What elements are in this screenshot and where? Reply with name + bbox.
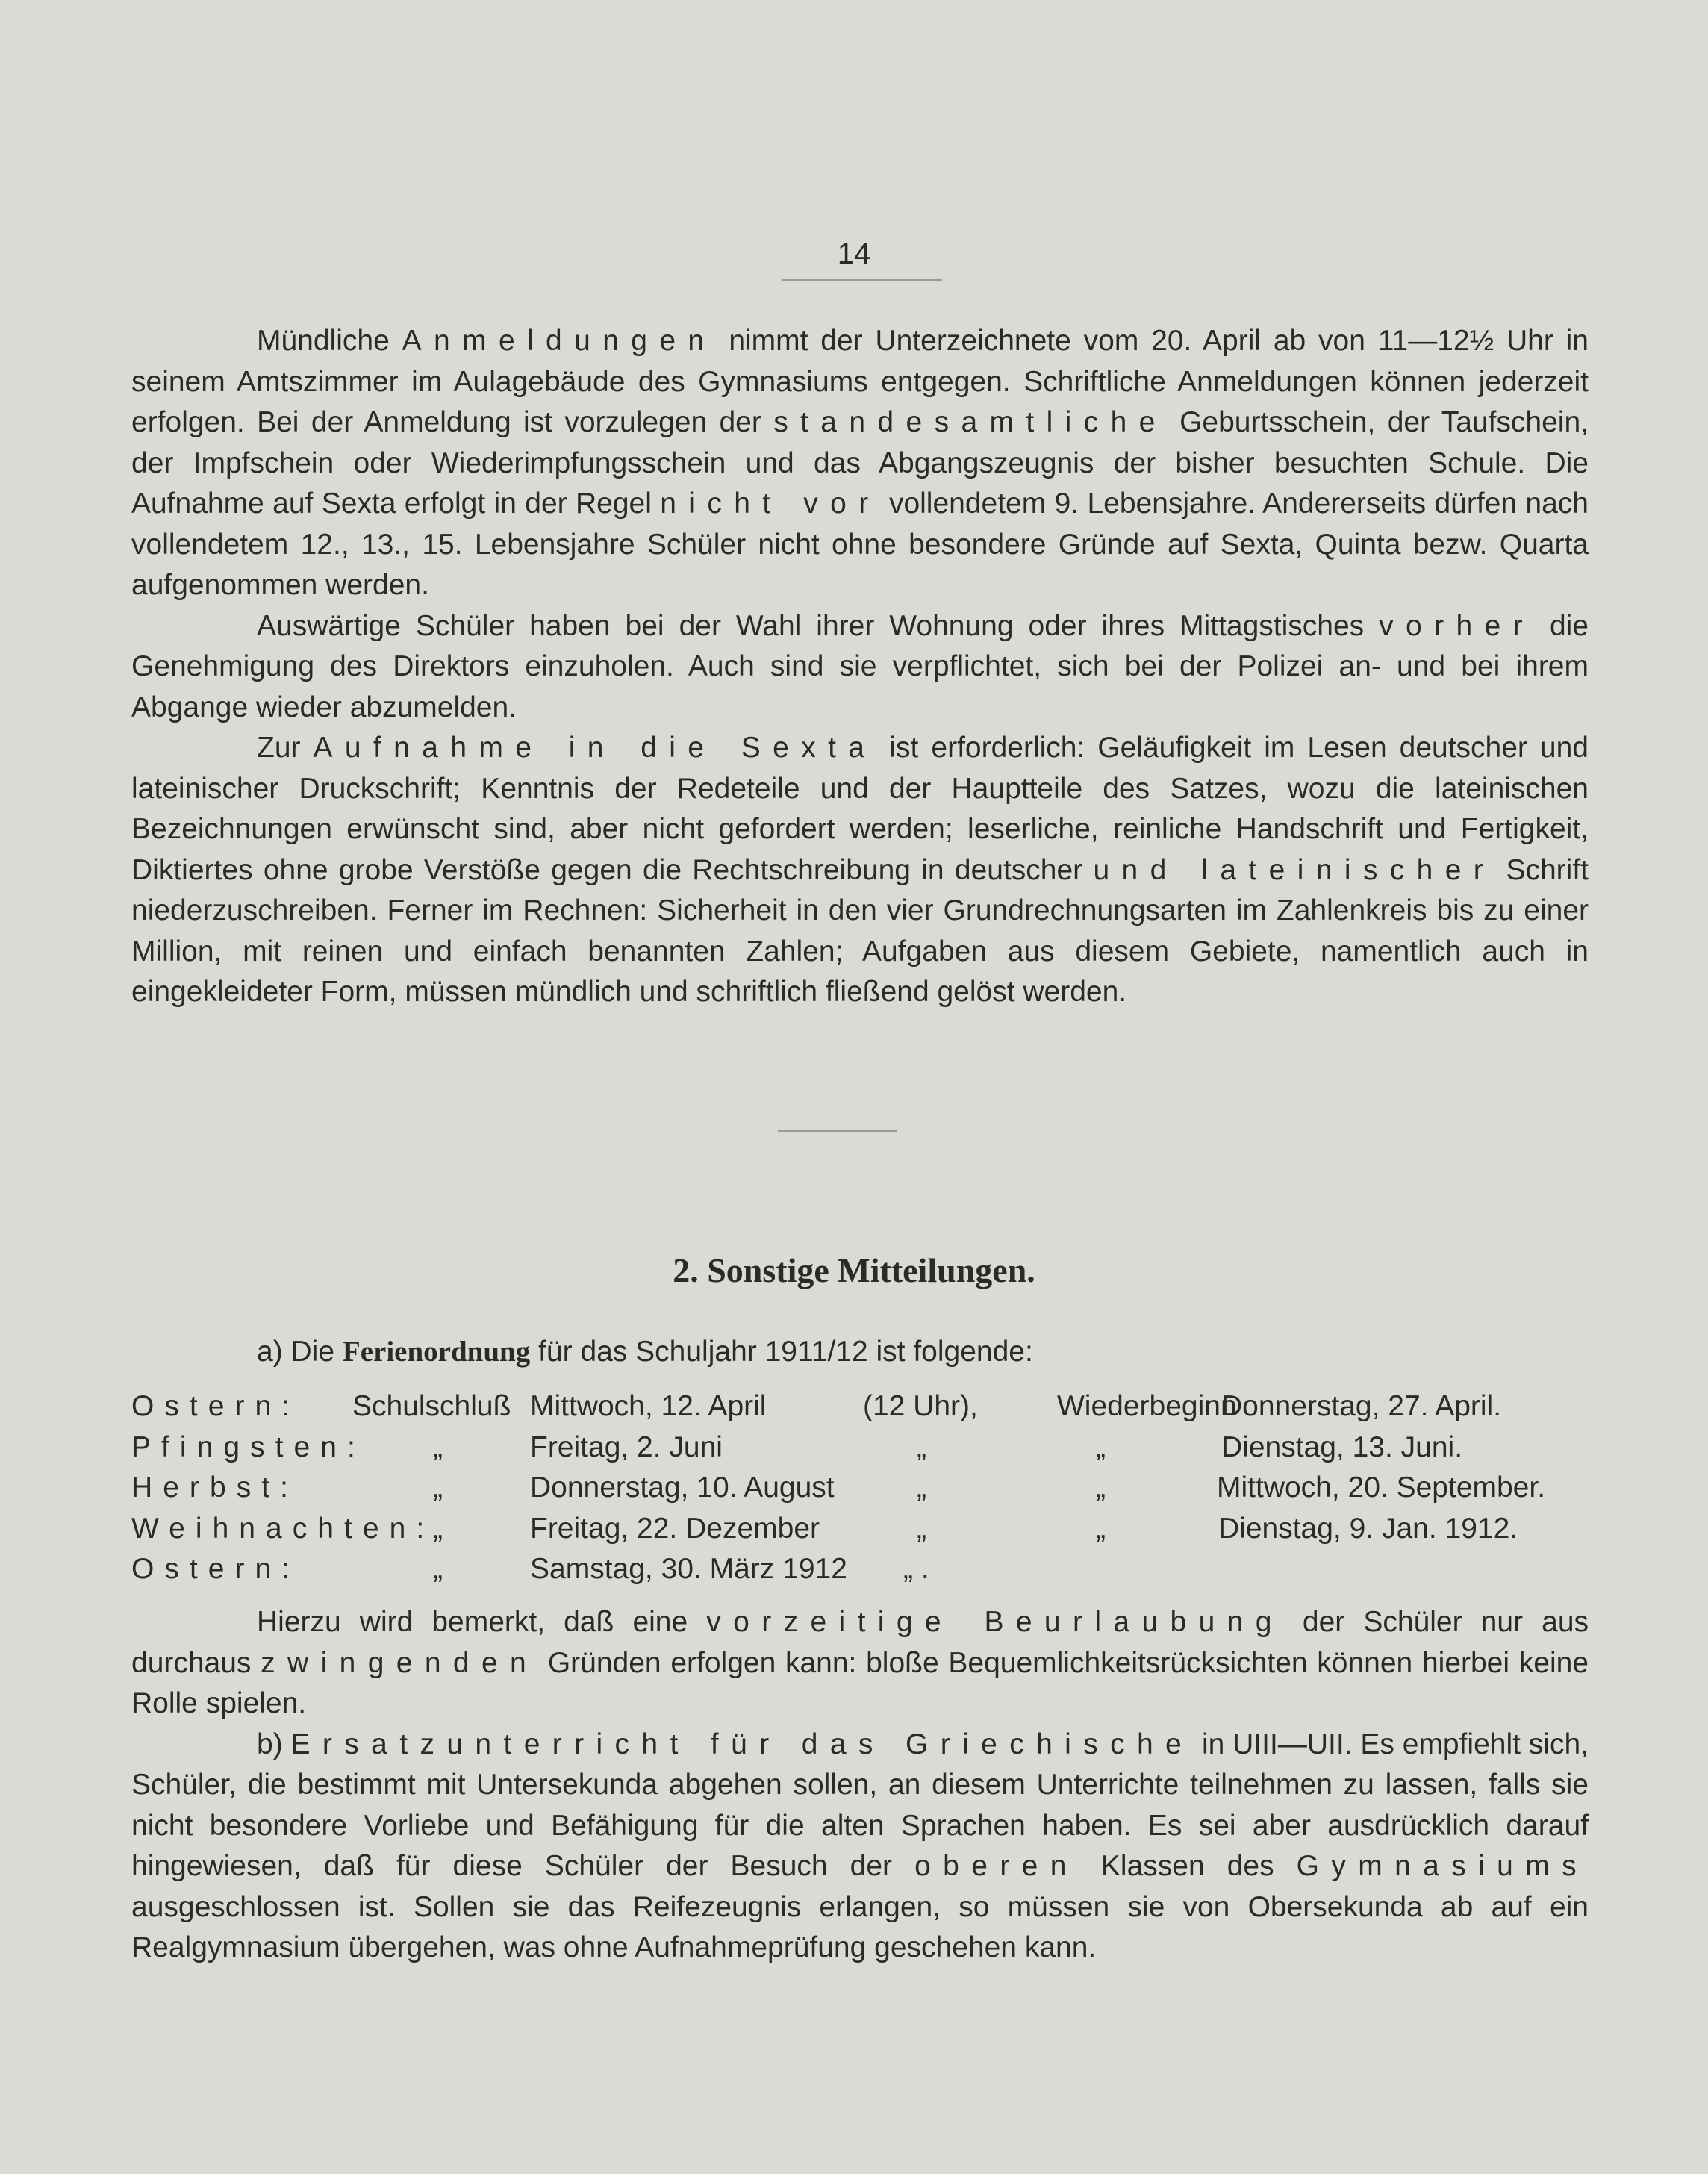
holiday-row [131, 1471, 1589, 1513]
spaced-text: standesamtliche [773, 406, 1168, 438]
section-heading: 2. Sonstige Mitteilungen. [673, 1251, 1035, 1289]
holiday-name: Weihnachten: [131, 1512, 435, 1545]
spaced-text: nicht vor [660, 488, 881, 520]
holiday-row [131, 1513, 1589, 1554]
holiday-name: Herbst: [131, 1471, 299, 1504]
holiday-cell: „ [433, 1553, 443, 1585]
holiday-cell: „ [433, 1471, 443, 1504]
spaced-text: Anmeldungen [402, 325, 717, 357]
paragraph-admission [131, 728, 1589, 1013]
page-number: 14 [837, 237, 871, 270]
text-run: Schrift niederzuschreiben. Ferner im Rechnen: Sicherheit in den vier Grundrechnungsarten im Zahlenkreis bis zu einer Million, mit reinen und einfach benannten Zahlen; Aufgaben aus diesem Gebiete, namentlich auch in eingekleideter Form, müssen mündlich und schriftlich fließend gelöst werden. [131, 853, 1589, 1008]
holiday-cell: Donnerstag, 27. April. [1221, 1390, 1502, 1422]
holiday-cell: Mittwoch, 12. April [530, 1390, 767, 1422]
paragraph-leave [131, 1602, 1589, 1725]
holiday-cell: (12 Uhr), [863, 1390, 978, 1422]
spaced-text: Gymnasiums [1296, 1850, 1589, 1882]
section-divider [778, 1130, 897, 1132]
holiday-cell: „ [1096, 1430, 1106, 1463]
text-run: die Genehmigung des Direktors einzuholen. Auch sind sie verpflichtet, sich bei der Polizei an- und bei ihrem Abgange wieder abzumelden. [131, 609, 1589, 723]
spaced-text: zwingenden [261, 1646, 539, 1679]
holiday-cell: Freitag, 2. Juni [530, 1430, 723, 1463]
holiday-cell: „ [917, 1471, 926, 1504]
spaced-text: Ersatzunterricht für das Griechische [290, 1728, 1194, 1760]
holiday-name: Pfingsten: [131, 1430, 366, 1463]
text-run: der Schüler nur aus durchaus [131, 1606, 1589, 1679]
text-run: Mündliche [257, 325, 390, 357]
spaced-text: vorher [1379, 609, 1535, 642]
holiday-row [131, 1553, 1589, 1594]
holiday-cell: Dienstag, 13. Juni. [1221, 1430, 1463, 1463]
text-run: Gründen erfolgen kann: bloße Bequemlichkeitsrücksichten können hierbei keine Rolle spielen. [131, 1646, 1589, 1719]
spaced-text: Aufnahme in die Sexta [313, 732, 877, 764]
holiday-table [131, 1390, 1589, 1594]
holiday-intro [257, 1332, 1033, 1372]
text-run: Hierzu wird bemerkt, daß eine [257, 1606, 688, 1638]
text-run: ist erforderlich: Geläufigkeit im Lesen deutscher und lateinischer Druckschrift; Kenntnis der Redeteile und der Hauptteile des Satzes, wozu die lateinischen Bezeichnungen erwünscht sind, aber nicht gefordert werden; leserliche, reinliche Handschrift und Fertigkeit, Diktiertes ohne grobe Verstöße gegen die Rechtschreibung in deutscher [131, 732, 1589, 886]
holiday-cell: Schulschluß [352, 1390, 511, 1422]
holiday-cell: Wiederbeginn [1057, 1390, 1237, 1422]
spaced-text: oberen [914, 1850, 1079, 1882]
holiday-cell: Mittwoch, 20. September. [1217, 1471, 1546, 1504]
holiday-cell: Samstag, 30. März 1912 [530, 1553, 847, 1585]
holiday-row [131, 1390, 1589, 1431]
text-run: für das Schuljahr 1911/12 ist folgende: [538, 1336, 1033, 1368]
holiday-cell: „ [917, 1512, 926, 1545]
spaced-text: und lateinischer [1093, 853, 1496, 886]
holiday-cell: „ . [903, 1553, 929, 1585]
text-run: vollendetem 9. Lebensjahre. Andererseits dürfen nach vollendetem 12., 13., 15. Lebensjahre Schüler nicht ohne besondere Gründe auf Sexta, Quinta bezw. Quarta aufgenommen werden. [131, 488, 1589, 601]
holiday-cell: Donnerstag, 10. August [530, 1471, 835, 1504]
paragraph-registration [131, 321, 1589, 606]
paragraph-greek-replacement [131, 1725, 1589, 1969]
text-run: a) Die [257, 1336, 335, 1368]
header-rule [782, 279, 942, 281]
text-run: b) [257, 1728, 283, 1760]
bold-term: Ferienordnung [342, 1336, 531, 1368]
text-run: Geburtsschein, der Taufschein, der Impfschein oder Wiederimpfungsschein und das Abgangszeugnis der bisher besuchten Schule. Die Aufnahme auf Sexta erfolgt in der Regel [131, 406, 1589, 520]
holiday-row [131, 1431, 1589, 1472]
section1-text [131, 321, 1589, 1013]
text-run: Zur [257, 732, 301, 764]
text-run: ausgeschlossen ist. Sollen sie das Reifezeugnis erlangen, so müssen sie von Obersekunda ab auf ein Realgymnasium übergehen, was ohne Aufnahmeprüfung geschehen kann. [131, 1890, 1589, 1963]
holiday-cell: „ [917, 1430, 926, 1463]
holiday-cell: „ [433, 1512, 443, 1545]
holiday-cell: Freitag, 22. Dezember [530, 1512, 820, 1545]
text-run: Auswärtige Schüler haben bei der Wahl ihrer Wohnung oder ihres Mittagstisches [257, 609, 1365, 642]
holiday-cell: Dienstag, 9. Jan. 1912. [1218, 1512, 1518, 1545]
holiday-cell: „ [1096, 1471, 1106, 1504]
paragraph-out-of-town [131, 606, 1589, 729]
text-run: in UIII—UII. Es empfiehlt sich, Schüler, die bestimmt mit Untersekunda abgehen sollen, an diesem Unterrichte teilnehmen zu lassen, falls sie nicht besondere Vorliebe und Befähigung für die alten Sprachen haben. Es sei aber ausdrücklich darauf hingewiesen, daß für diese Schüler der Besuch der [131, 1728, 1589, 1882]
holiday-cell: „ [433, 1430, 443, 1463]
section2-text [131, 1602, 1589, 1969]
spaced-text: vorzeitige Beurlaubung [706, 1606, 1284, 1638]
holiday-cell: „ [1096, 1512, 1106, 1545]
text-run: nimmt der Unterzeichnete vom 20. April ab von 11—12½ Uhr in seinem Amtszimmer im Aulagebäude des Gymnasiums entgegen. Schriftliche Anmeldungen können jederzeit erfolgen. Bei der Anmeldung ist vorzulegen der [131, 325, 1589, 438]
text-run: Klassen des [1100, 1850, 1274, 1882]
holiday-name: Ostern: [131, 1390, 301, 1422]
holiday-name: Ostern: [131, 1553, 301, 1585]
